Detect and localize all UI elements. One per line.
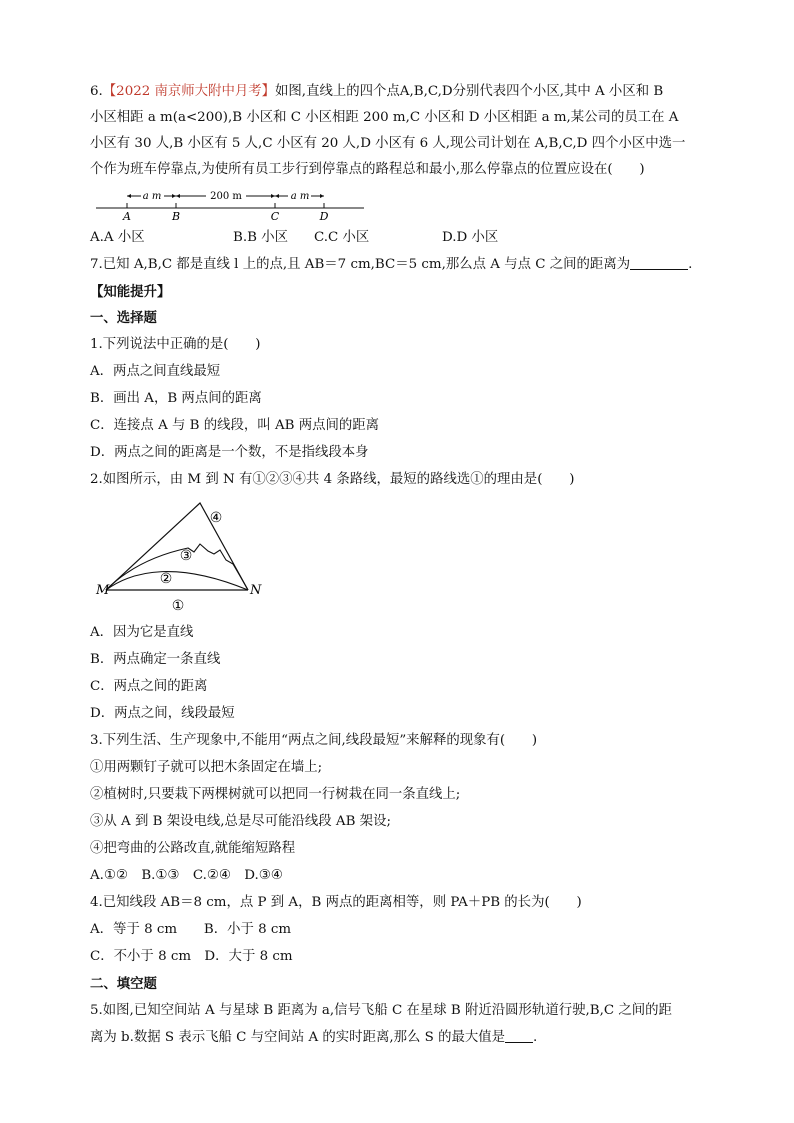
q5-line2 <box>90 1028 537 1048</box>
q6-line2: 小区相距 a m(a<200),B 小区和 C 小区相距 200 m,C 小区和 D 小区相距 a m,某公司的员工在 A <box>90 110 679 125</box>
fig-route-4: ④ <box>209 510 223 526</box>
fig-seg-bc: 200 m <box>210 191 242 202</box>
fig-label-a: A <box>123 210 131 223</box>
q3-item-1: ①用两颗钉子就可以把木条固定在墙上; <box>90 760 323 775</box>
q1-text: 1.下列说法中正确的是( ) <box>90 337 261 352</box>
q6-number: 6. <box>90 84 103 99</box>
q7-text: 7.已知 A,B,C 都是直线 l 上的点,且 AB＝7 cm,BC＝5 cm,那么点 A 与点 C 之间的距离为 <box>90 257 631 272</box>
q4-options-cd: C．不小于 8 cm D．大于 8 cm <box>90 949 293 964</box>
fig-label-n: N <box>250 583 262 598</box>
q6-line3: 小区有 30 人,B 小区有 5 人,C 小区有 20 人,D 小区有 6 人,现公司计划在 A,B,C,D 四个小区中选一 <box>90 136 686 151</box>
fig-label-b: B <box>171 210 181 223</box>
q6-option-d: D.D 小区 <box>442 230 499 245</box>
q7-line <box>90 255 692 275</box>
q6-option-c: C.C 小区 <box>314 230 370 245</box>
fig-label-c: C <box>270 210 280 223</box>
q3-item-3: ③从 A 到 B 架设电线,总是尽可能沿线段 AB 架设; <box>90 814 391 829</box>
fig-route-1: ① <box>171 598 185 614</box>
q1-option-a: A．两点之间直线最短 <box>90 364 221 379</box>
part1-title: 一、选择题 <box>90 310 157 326</box>
q7-answer-blank <box>630 255 688 270</box>
q3-text: 3.下列生活、生产现象中,不能用“两点之间,线段最短”来解释的现象有( ) <box>90 733 538 748</box>
q5-period: . <box>533 1030 538 1045</box>
q1-option-d: D．两点之间的距离是一个数，不是指线段本身 <box>90 445 369 460</box>
fig-route-2: ② <box>159 571 173 587</box>
q5-answer-blank <box>505 1028 533 1043</box>
q2-route-figure <box>90 494 265 614</box>
q2-option-c: C．两点之间的距离 <box>90 679 208 694</box>
fig-label-m: M <box>96 583 110 598</box>
q4-options-ab: A．等于 8 cm B．小于 8 cm <box>90 922 292 937</box>
q6-source-tag: 【2022 南京师大附中月考】 <box>102 84 276 99</box>
q1-option-c: C．连接点 A 与 B 的线段，叫 AB 两点间的距离 <box>90 418 380 433</box>
q3-item-2: ②植树时,只要栽下两棵树就可以把同一行树栽在同一条直线上; <box>90 787 461 802</box>
q6-text-1: 如图,直线上的四个点A,B,C,D分别代表四个小区,其中 A 小区和 B <box>275 84 664 99</box>
fig-seg-cd: a m <box>290 191 310 202</box>
q6-option-a: A.A 小区 <box>90 230 145 245</box>
q6-line-figure <box>96 187 366 223</box>
q3-item-4: ④把弯曲的公路改直,就能缩短路程 <box>90 841 296 856</box>
section-title: 【知能提升】 <box>90 284 171 300</box>
q7-period: . <box>688 257 693 272</box>
q4-text: 4.已知线段 AB＝8 cm，点 P 到 A，B 两点的距离相等，则 PA＋PB 的长为( ) <box>90 895 582 910</box>
q2-text: 2.如图所示，由 M 到 N 有①②③④共 4 条路线，最短的路线选①的理由是( ) <box>90 472 575 487</box>
q6-line1 <box>90 82 663 102</box>
q2-option-b: B．两点确定一条直线 <box>90 652 221 667</box>
q5-line1: 5.如图,已知空间站 A 与星球 B 距离为 a,信号飞船 C 在星球 B 附近沿圆形轨道行驶,B,C 之间的距 <box>90 1003 672 1018</box>
fig-seg-ab: a m <box>142 191 162 202</box>
q6-line4: 个作为班车停靠点,为使所有员工步行到停靠点的路程总和最小,那么停靠点的位置应设在( ) <box>90 162 645 177</box>
q5-text-2: 离为 b.数据 S 表示飞船 C 与空间站 A 的实时距离,那么 S 的最大值是 <box>90 1030 506 1045</box>
fig-label-d: D <box>319 210 329 223</box>
q6-option-b: B.B 小区 <box>233 230 288 245</box>
q2-option-a: A．因为它是直线 <box>90 625 194 640</box>
q2-option-d: D．两点之间，线段最短 <box>90 706 235 721</box>
q3-options: A.①② B.①③ C.②④ D.③④ <box>90 868 283 883</box>
fig-route-3: ③ <box>179 548 193 564</box>
part2-title: 二、填空题 <box>90 976 157 992</box>
q1-option-b: B．画出 A，B 两点间的距离 <box>90 391 262 406</box>
